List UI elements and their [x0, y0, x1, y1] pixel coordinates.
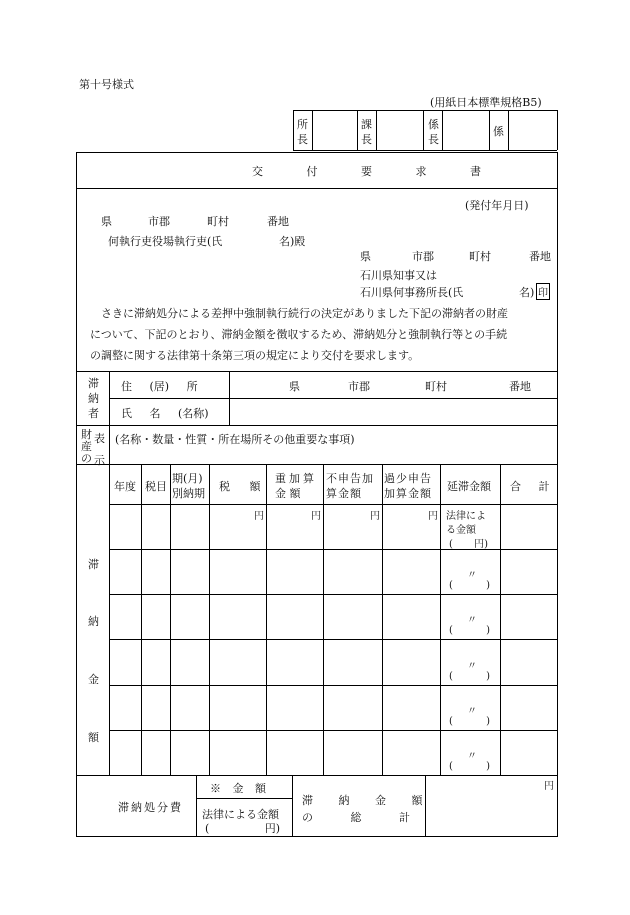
soukei-label-1: 滞 納 金 額 — [302, 794, 423, 807]
ditto-mark: 〃 — [467, 751, 477, 762]
header-goukei: 合 計 — [510, 480, 550, 493]
shobunhi-label: 滞納処分費 — [118, 801, 183, 814]
property-label-5: 示 — [94, 454, 105, 467]
header-kashou-1: 過少申告 — [384, 472, 432, 485]
body-line-2: について、下記のとおり、滞納金額を徴収するため、滞納処分と強制執行等との手続 — [90, 328, 508, 341]
addressee-shigun: 市郡 — [148, 215, 170, 228]
form-number: 第十号様式 — [79, 78, 134, 91]
seal-mark: 印 — [536, 283, 550, 300]
address-label: 住 (居) 所 — [121, 380, 198, 393]
header-zeimoku: 税目 — [145, 480, 167, 493]
property-note: (名称・数量・性質・所在場所その他重要な事項) — [115, 433, 355, 446]
addressee-banchi: 番地 — [267, 215, 289, 228]
delinquent-shigun: 市郡 — [348, 380, 370, 393]
header-kasan-1: 重加算 — [275, 472, 317, 485]
ditto-paren: ( ) — [449, 580, 490, 591]
yen-kasan: 円 — [311, 511, 321, 522]
legal-note-1: 法律によ — [446, 511, 486, 522]
sender-name-end: 名) — [519, 286, 535, 299]
header-kasan-2: 金 額 — [275, 487, 301, 500]
soukei-yen: 円 — [544, 781, 554, 792]
body-line-3: の調整に関する法律第十条第三項の規定により交付を要求します。 — [90, 349, 420, 362]
addressee-line2: 何執行吏役場執行吏(氏 — [108, 235, 223, 248]
header-fushinkoku-2: 算金額 — [326, 487, 362, 500]
header-zeigaku: 税 額 — [219, 480, 261, 493]
header-kibetsu-2: 別納期 — [172, 487, 205, 500]
yen-fushinkoku: 円 — [370, 511, 380, 522]
header-entai: 延滞金額 — [447, 480, 491, 493]
header-nendo: 年度 — [114, 480, 136, 493]
addressee-ken: 県 — [101, 215, 112, 228]
delinquent-chouson: 町村 — [425, 380, 447, 393]
soukei-label-2: の 総 計 — [302, 811, 410, 824]
header-fushinkoku-1: 不申告加 — [326, 472, 374, 485]
property-label-2: 産 — [81, 440, 92, 453]
property-label-4: 表 — [94, 432, 105, 445]
property-label-1: 財 — [81, 428, 92, 441]
shochou-label-2: 長 — [297, 133, 308, 146]
ditto-mark: 〃 — [467, 615, 477, 626]
sender-banchi: 番地 — [529, 250, 551, 263]
name-label: 氏 名 (名称) — [121, 407, 209, 420]
addressee-chouson: 町村 — [207, 215, 229, 228]
sender-line2: 石川県何事務所長(氏 — [360, 286, 464, 299]
houritsu-paren: ( 円) — [205, 822, 281, 835]
kachou-label-1: 課 — [361, 118, 372, 131]
kakarichou-label-2: 長 — [428, 133, 439, 146]
yen-zeigaku: 円 — [254, 511, 264, 522]
kakari-label: 係 — [493, 125, 504, 138]
paper-size-note: (用紙日本標準規格B5) — [430, 96, 542, 109]
header-kibetsu-1: 期(月) — [172, 472, 203, 485]
shochou-label-1: 所 — [297, 118, 308, 131]
delinquent-banchi: 番地 — [509, 380, 531, 393]
delinquent-label-2: 納 — [88, 392, 99, 405]
kakarichou-label-1: 係 — [428, 118, 439, 131]
legal-note-3: ( 円) — [449, 539, 488, 550]
sender-shigun: 市郡 — [412, 250, 434, 263]
ditto-paren: ( ) — [449, 716, 490, 727]
body-line-1: さきに滞納処分による差押中強制執行続行の決定がありました下記の滞納者の財産 — [101, 307, 508, 320]
kachou-label-2: 長 — [361, 133, 372, 146]
ditto-mark: 〃 — [467, 661, 477, 672]
delinquent-label-1: 滞 — [88, 377, 99, 390]
kome-kingaku-label: ※ 金 額 — [210, 782, 266, 795]
issue-date: (発付年月日) — [465, 199, 529, 212]
ditto-paren: ( ) — [449, 761, 490, 772]
legal-note-2: る金額 — [446, 525, 476, 536]
ditto-mark: 〃 — [467, 570, 477, 581]
houritsu-label: 法律による金額 — [202, 808, 279, 821]
yen-kashou: 円 — [428, 511, 438, 522]
property-label-3: の — [81, 452, 92, 465]
addressee-name-end: 名)殿 — [279, 235, 306, 248]
sender-ken: 県 — [360, 250, 371, 263]
sender-chouson: 町村 — [469, 250, 491, 263]
header-kashou-2: 加算金額 — [384, 487, 432, 500]
ditto-paren: ( ) — [449, 671, 490, 682]
delinquent-label-3: 者 — [88, 407, 99, 420]
delinquent-ken: 県 — [289, 380, 300, 393]
ditto-paren: ( ) — [449, 625, 490, 636]
ditto-mark: 〃 — [467, 706, 477, 717]
sender-line1: 石川県知事又は — [360, 269, 437, 282]
document-title: 交 付 要 求 書 — [252, 165, 501, 178]
